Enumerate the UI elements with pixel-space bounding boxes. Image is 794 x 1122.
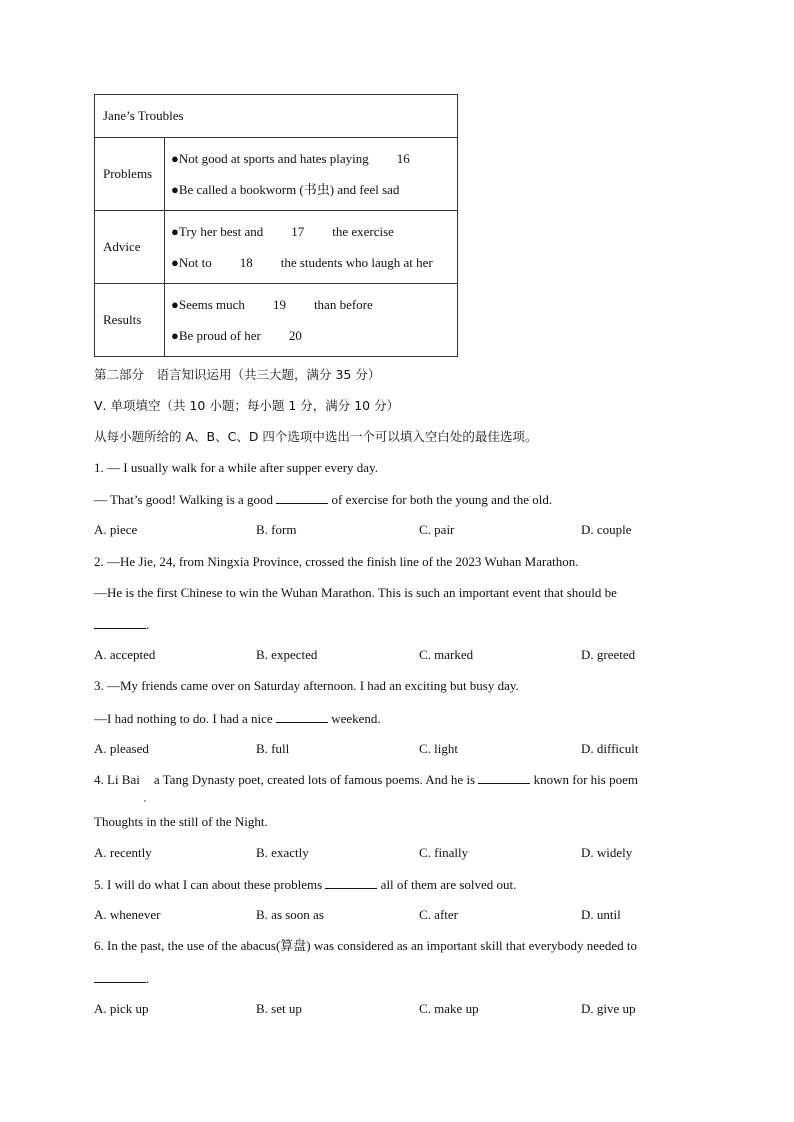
blank-number: 19 — [272, 297, 286, 312]
option-c: C. light — [419, 741, 459, 756]
line-text: ●Not good at sports and hates playing — [171, 151, 369, 166]
question-text: of exercise for both the young and the old. — [331, 492, 553, 507]
question-text: all of them are solved out. — [380, 877, 517, 892]
row-label: Results — [95, 284, 165, 357]
row-content — [165, 138, 458, 211]
line-text: the students who laugh at her — [280, 255, 433, 270]
option-d: D. couple — [581, 522, 632, 537]
row-line — [171, 320, 451, 351]
row-line — [171, 216, 451, 247]
question-text: 4. Li Bai — [94, 772, 140, 787]
option-b: B. form — [256, 522, 297, 537]
option-b: B. as soon as — [256, 907, 324, 922]
answer-blank — [325, 876, 377, 889]
option-d: D. difficult — [581, 741, 639, 756]
answer-blank — [94, 970, 146, 983]
sub-heading: Ⅴ. 单项填空（共 10 小题；每小题 1 分，满分 10 分） — [94, 398, 400, 413]
row-line — [171, 143, 451, 174]
table-row-advice — [95, 211, 458, 284]
question-4-line-1: 4. Li Bai , a Tang Dynasty poet, created lots of famous poems. And he is known for his poem — [94, 772, 638, 803]
row-line — [171, 247, 451, 278]
option-b: B. expected — [256, 647, 318, 662]
table-title: Jane’s Troubles — [95, 95, 458, 138]
option-c: C. finally — [419, 845, 469, 860]
question-1-line-1: 1. — I usually walk for a while after supper every day. — [94, 460, 378, 475]
question-text: a Tang Dynasty poet, created lots of famous poems. And he is — [153, 772, 476, 787]
blank-number: 17 — [291, 224, 305, 239]
table-row-results — [95, 284, 458, 357]
question-text: . — [146, 617, 150, 632]
question-text: known for his poem — [533, 772, 638, 787]
row-content — [165, 284, 458, 357]
option-d: D. give up — [581, 1001, 636, 1016]
question-6-line-1: 6. In the past, the use of the abacus(算盘) was considered as an important skill that everybody needed to — [94, 938, 637, 953]
line-text: ●Be called a bookworm (书虫) and feel sad — [171, 182, 400, 197]
part-heading: 第二部分 语言知识运用（共三大题，满分 35 分） — [94, 367, 381, 382]
question-text: —I had nothing to do. I had a nice — [94, 711, 273, 726]
option-a: A. pick up — [94, 1001, 149, 1016]
line-text: the exercise — [332, 224, 394, 239]
instruction-text: 从每小题所给的 A、B、C、D 四个选项中选出一个可以填入空白处的最佳选项。 — [94, 429, 538, 444]
option-c: C. after — [419, 907, 458, 922]
question-2-line-3 — [94, 616, 149, 633]
option-a: A. pleased — [94, 741, 149, 756]
option-b: B. set up — [256, 1001, 302, 1016]
option-a: A. recently — [94, 845, 152, 860]
line-text: than before — [313, 297, 373, 312]
table-row-problems — [95, 138, 458, 211]
line-text: ●Be proud of her — [171, 328, 261, 343]
option-d: D. widely — [581, 845, 633, 860]
answer-blank — [276, 491, 328, 504]
table-title-row — [95, 95, 458, 138]
answer-blank — [276, 710, 328, 723]
question-1-line-2 — [94, 491, 552, 508]
answer-blank — [94, 616, 146, 629]
question-3-line-1: 3. —My friends came over on Saturday afternoon. I had an exciting but busy day. — [94, 678, 519, 693]
option-d: D. until — [581, 907, 621, 922]
janes-troubles-table — [94, 94, 458, 357]
option-c: C. pair — [419, 522, 455, 537]
question-4-line-2: Thoughts in the still of the Night. — [94, 814, 268, 829]
option-b: B. full — [256, 741, 290, 756]
question-text: 5. I will do what I can about these problems — [94, 877, 323, 892]
question-6-line-2 — [94, 970, 149, 987]
option-b: B. exactly — [256, 845, 309, 860]
question-5-line-1 — [94, 876, 516, 893]
line-text: ●Not to — [171, 255, 212, 270]
blank-number: 20 — [288, 328, 302, 343]
row-content — [165, 211, 458, 284]
row-line — [171, 174, 451, 205]
option-a: A. whenever — [94, 907, 161, 922]
row-label: Problems — [95, 138, 165, 211]
option-a: A. piece — [94, 522, 138, 537]
line-text: ●Try her best and — [171, 224, 264, 239]
option-d: D. greeted — [581, 647, 636, 662]
line-text: ●Seems much — [171, 297, 245, 312]
blank-number: 18 — [239, 255, 253, 270]
row-label: Advice — [95, 211, 165, 284]
option-a: A. accepted — [94, 647, 156, 662]
option-c: C. marked — [419, 647, 474, 662]
question-text: . — [146, 971, 150, 986]
blank-number: 16 — [396, 151, 410, 166]
answer-blank — [478, 771, 530, 784]
option-c: C. make up — [419, 1001, 479, 1016]
question-text: — That’s good! Walking is a good — [94, 492, 274, 507]
question-3-line-2 — [94, 710, 381, 727]
question-2-line-2: —He is the first Chinese to win the Wuhan Marathon. This is such an important event that should be — [94, 585, 617, 600]
row-line — [171, 289, 451, 320]
question-2-line-1: 2. —He Jie, 24, from Ningxia Province, crossed the finish line of the 2023 Wuhan Marathon. — [94, 554, 579, 569]
question-text: weekend. — [331, 711, 381, 726]
